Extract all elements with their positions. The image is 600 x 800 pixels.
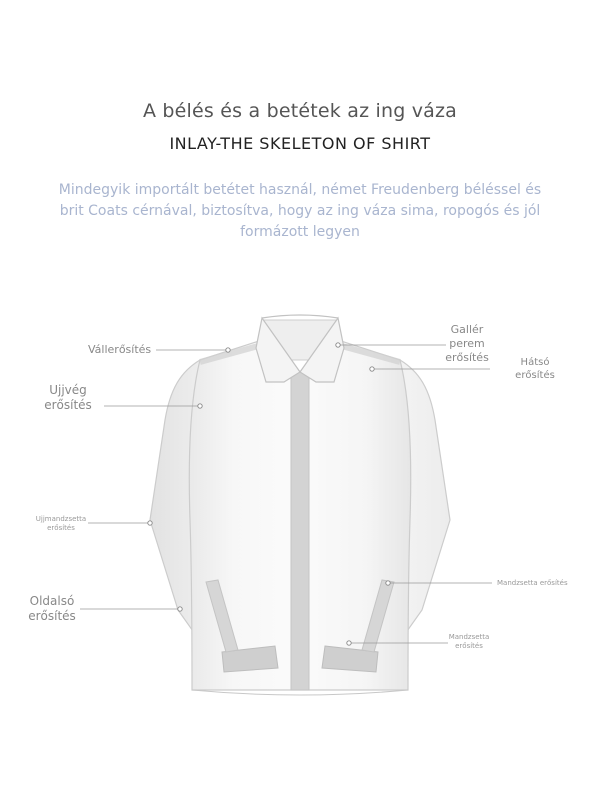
label-collar-reinforcement — [432, 323, 502, 364]
description-line: brit Coats cérnával, biztosítva, hogy az ing váza sima, ropogós és jól — [59, 203, 541, 219]
page-title: A bélés és a betétek az ing váza — [142, 100, 458, 122]
leader-dot — [198, 404, 202, 408]
label-text: Vállerősítés — [88, 343, 152, 356]
label-text: erősítés — [445, 350, 489, 364]
label-sleeve-cuff-reinforcement — [30, 515, 92, 533]
collar-band — [262, 315, 338, 318]
leader-dot — [347, 641, 351, 645]
label-text: erősítés — [455, 641, 483, 650]
label-text: Mandzsetta — [448, 633, 490, 641]
label-text: erősítés — [515, 369, 555, 381]
label-text: erősítés — [47, 523, 75, 532]
label-text: erősítés — [44, 398, 92, 412]
description-line: formázott legyen — [240, 224, 360, 240]
label-text: Gallér — [450, 323, 484, 336]
description — [30, 180, 570, 243]
leader-dot — [386, 581, 390, 585]
leader-dot — [178, 607, 182, 611]
leader-dot — [370, 367, 374, 371]
label-text: Mandzsetta erősítés — [497, 579, 568, 587]
placket — [291, 372, 309, 690]
leader-dot — [336, 343, 340, 347]
label-text: Ujjmandzsetta — [35, 515, 87, 523]
shirt-hem — [192, 690, 408, 695]
label-back-reinforcement — [508, 357, 562, 382]
label-text: Oldalsó — [29, 594, 75, 608]
leader-dot — [148, 521, 152, 525]
label-text: Hátsó — [520, 357, 550, 368]
label-side-reinforcement — [22, 594, 82, 624]
label-sleeve-end-reinforcement — [36, 383, 100, 413]
label-shoulder-reinforcement — [88, 343, 151, 357]
label-text: Ujjvég — [49, 383, 87, 397]
leader-dot — [226, 348, 230, 352]
label-text: erősítés — [28, 609, 76, 623]
label-cuff-reinforcement — [497, 579, 568, 588]
page-subtitle: INLAY-THE SKELETON OF SHIRT — [169, 134, 431, 153]
description-line: Mindegyik importált betétet használ, német Freudenberg béléssel és — [58, 182, 542, 198]
label-text: perem — [449, 336, 485, 350]
label-cuff-reinforcement-lower — [444, 633, 494, 651]
